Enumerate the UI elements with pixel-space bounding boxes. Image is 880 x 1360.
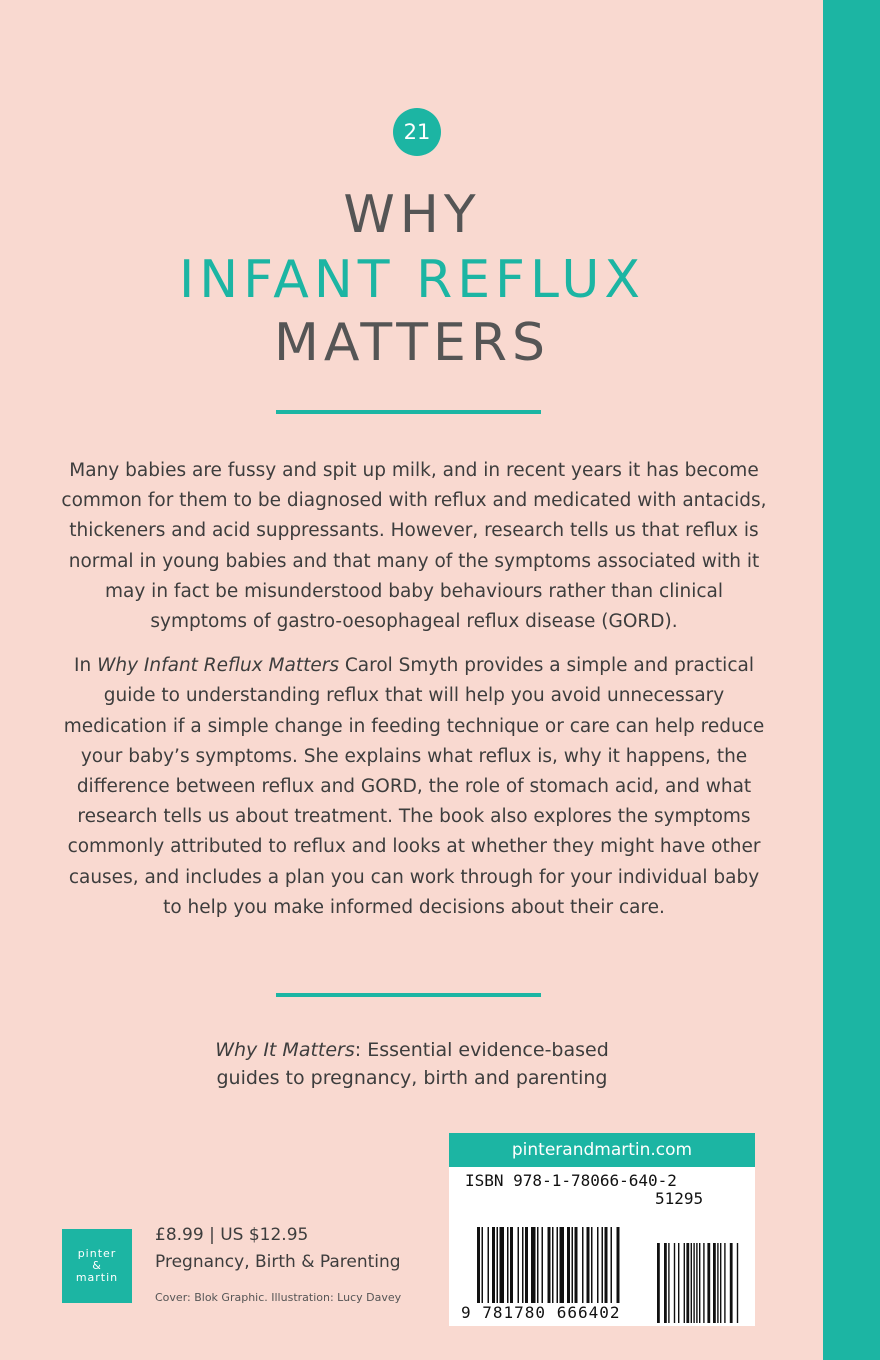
addon-code: 51295 bbox=[655, 1189, 704, 1208]
publisher-logo bbox=[62, 1229, 132, 1303]
blurb-paragraph-2 bbox=[60, 651, 768, 923]
series-number-badge: 21 bbox=[393, 108, 441, 156]
isbn-text: ISBN 978-1-78066-640-2 bbox=[465, 1171, 677, 1190]
divider-top bbox=[276, 410, 541, 414]
category: Pregnancy, Birth & Parenting bbox=[155, 1252, 401, 1272]
barcode-box bbox=[449, 1167, 755, 1326]
logo-ampersand: & bbox=[92, 1259, 102, 1272]
title-line-3: MATTERS bbox=[273, 313, 550, 373]
barcode-panel bbox=[449, 1133, 755, 1326]
title-line-2: INFANT REFLUX bbox=[178, 250, 646, 310]
price: £8.99 | US $12.95 bbox=[155, 1225, 309, 1245]
cover-credit: Cover: Blok Graphic. Illustration: Lucy Davey bbox=[155, 1291, 402, 1304]
book-title-italic: Why Infant Reflux Matters bbox=[97, 655, 339, 677]
logo-word-1: pinter bbox=[77, 1247, 117, 1260]
price-block bbox=[155, 1222, 401, 1276]
barcode-number: 9 781780 666402 bbox=[461, 1303, 621, 1322]
book-spine bbox=[823, 0, 880, 1360]
series-name: Why It Matters bbox=[215, 1039, 355, 1061]
blurb-p2-rest: Carol Smyth provides a simple and practical guide to understanding reflux that will help you avoid unnecessary medication if a simple change in feeding technique or care can help reduce your baby’s symptoms. She explains what reflux is, why it happens, the difference between reflux and GORD, the role of stomach acid, and what research tells us about treatment. The book also explores the symptoms commonly attributed to reflux and looks at whether they might have other causes, and includes a plan you can work through for your individual baby to help you make informed decisions about their care. bbox=[63, 655, 765, 918]
website-url: pinterandmartin.com bbox=[449, 1133, 755, 1167]
blurb bbox=[60, 456, 768, 937]
blurb-paragraph-1: Many babies are fussy and spit up milk, and in recent years it has become common for them to be diagnosed with reflux and medicated with antacids, thickeners and acid suppressants. However, research tells us that reflux is normal in young babies and that many of the symptoms associated with it may in fact be misunderstood baby behaviours rather than clinical symptoms of gastro-oesophageal reflux disease (GORD). bbox=[61, 460, 767, 633]
divider-bottom bbox=[276, 993, 541, 997]
title-line-1: WHY bbox=[343, 185, 481, 245]
logo-word-2: martin bbox=[75, 1271, 119, 1284]
blurb-p2-prefix: In bbox=[74, 655, 98, 677]
series-tagline bbox=[0, 1036, 824, 1092]
series-line-2: guides to pregnancy, birth and parenting bbox=[216, 1067, 608, 1089]
series-rest: : Essential evidence-based bbox=[354, 1039, 609, 1061]
